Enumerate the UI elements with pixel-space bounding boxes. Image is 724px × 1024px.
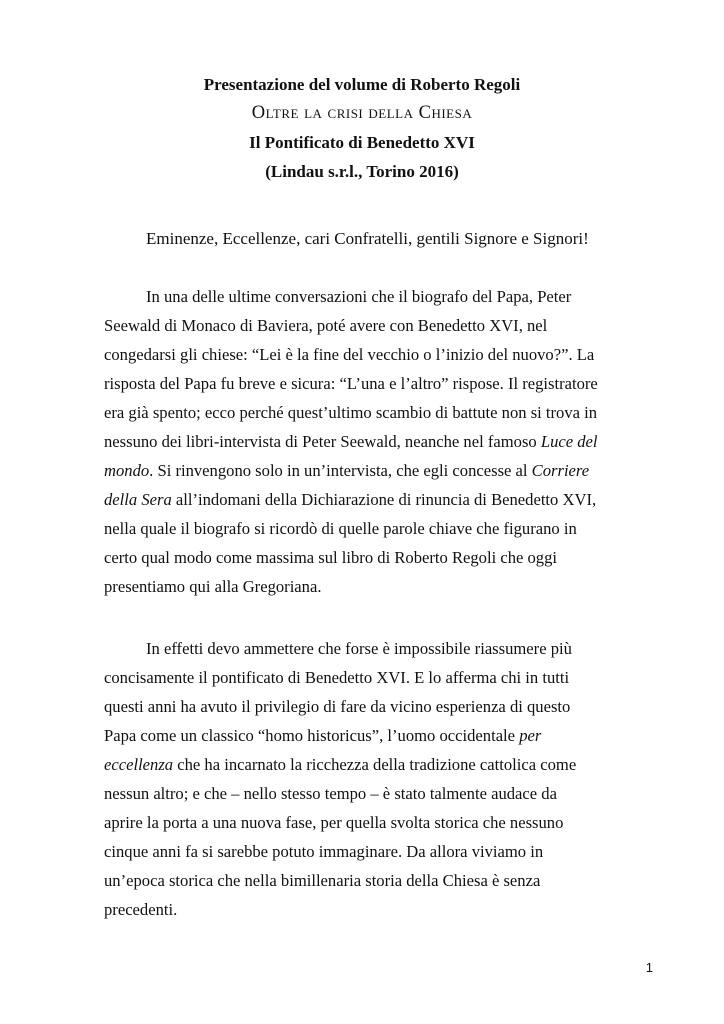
- paragraph-line: Seewald di Monaco di Baviera, poté avere con Benedetto XVI, nel: [104, 316, 548, 335]
- paragraph-line: risposta del Papa fu breve e sicura: “L’una e l’altro” rispose. Il registratore: [104, 374, 598, 393]
- italic-phrase: per: [519, 726, 542, 745]
- paragraph-line: concisamente il pontificato di Benedetto XVI. E lo afferma chi in tutti: [104, 668, 570, 687]
- paragraph-line: [104, 427, 644, 456]
- paragraph-line: cinque anni fa si sarebbe potuto immaginare. Da allora viviamo in: [104, 842, 544, 861]
- book-subtitle: Il Pontificato di Benedetto XVI: [249, 133, 475, 152]
- title-line-presentation: Presentazione del volume di Roberto Regoli: [203, 75, 521, 94]
- paragraph-line: un’epoca storica che nella bimillenaria storia della Chiesa è senza: [104, 871, 541, 890]
- italic-phrase: eccellenza: [104, 755, 174, 774]
- paragraph-line: precedenti.: [104, 900, 178, 919]
- paragraph-line: In una delle ultime conversazioni che il biografo del Papa, Peter: [146, 287, 572, 306]
- paragraph-line: era già spento; ecco perché quest’ultimo scambio di battute non si trova in: [104, 403, 598, 422]
- paragraph-line: aprire la porta a una nuova fase, per quella svolta storica che nessuno: [104, 813, 564, 832]
- paragraph-2: [104, 634, 644, 924]
- paragraph-line: [104, 456, 644, 485]
- title-block: [0, 70, 724, 186]
- page-number: 1: [645, 960, 653, 975]
- paragraph-line: In effetti devo ammettere che forse è impossibile riassumere più: [146, 639, 572, 658]
- paragraph-line: congedarsi gli chiese: “Lei è la fine del vecchio o l’inizio del nuovo?”. La: [104, 345, 595, 364]
- italic-title: Corriere: [531, 461, 590, 480]
- paragraph-line: nessun altro; e che – nello stesso tempo – è stato talmente audace da: [104, 784, 557, 803]
- paragraph-line: [104, 721, 644, 750]
- paragraph-line: certo qual modo come massima sul libro di Roberto Regoli che oggi: [104, 548, 558, 567]
- paragraph-line: nella quale il biografo si ricordò di quelle parole chiave che figurano in: [104, 519, 577, 538]
- italic-title: mondo: [104, 461, 150, 480]
- text-span: nessuno dei libri-intervista di Peter Seewald, neanche nel famoso: [104, 432, 541, 451]
- italic-title: Luce del: [540, 432, 598, 451]
- greeting: Eminenze, Eccellenze, cari Confratelli, gentili Signore e Signori!: [146, 229, 589, 248]
- text-span: . Si rinvengono solo in un’intervista, che egli concesse al: [149, 461, 532, 480]
- italic-title: della Sera: [104, 490, 172, 509]
- text-span: all’indomani della Dichiarazione di rinuncia di Benedetto XVI,: [171, 490, 597, 509]
- text-span: che ha incarnato la ricchezza della tradizione cattolica come: [173, 755, 577, 774]
- publisher-info: (Lindau s.r.l., Torino 2016): [265, 162, 459, 181]
- paragraph-line: [104, 485, 644, 514]
- paragraph-line: questi anni ha avuto il privilegio di fare da vicino esperienza di questo: [104, 697, 571, 716]
- paragraph-line: presentiamo qui alla Gregoriana.: [104, 577, 322, 596]
- book-title: Oltre la crisi della Chiesa: [251, 103, 473, 123]
- paragraph-line: [104, 750, 644, 779]
- paragraph-1: [104, 282, 644, 601]
- text-span: Papa come un classico “homo historicus”, l’uomo occidentale: [104, 726, 520, 745]
